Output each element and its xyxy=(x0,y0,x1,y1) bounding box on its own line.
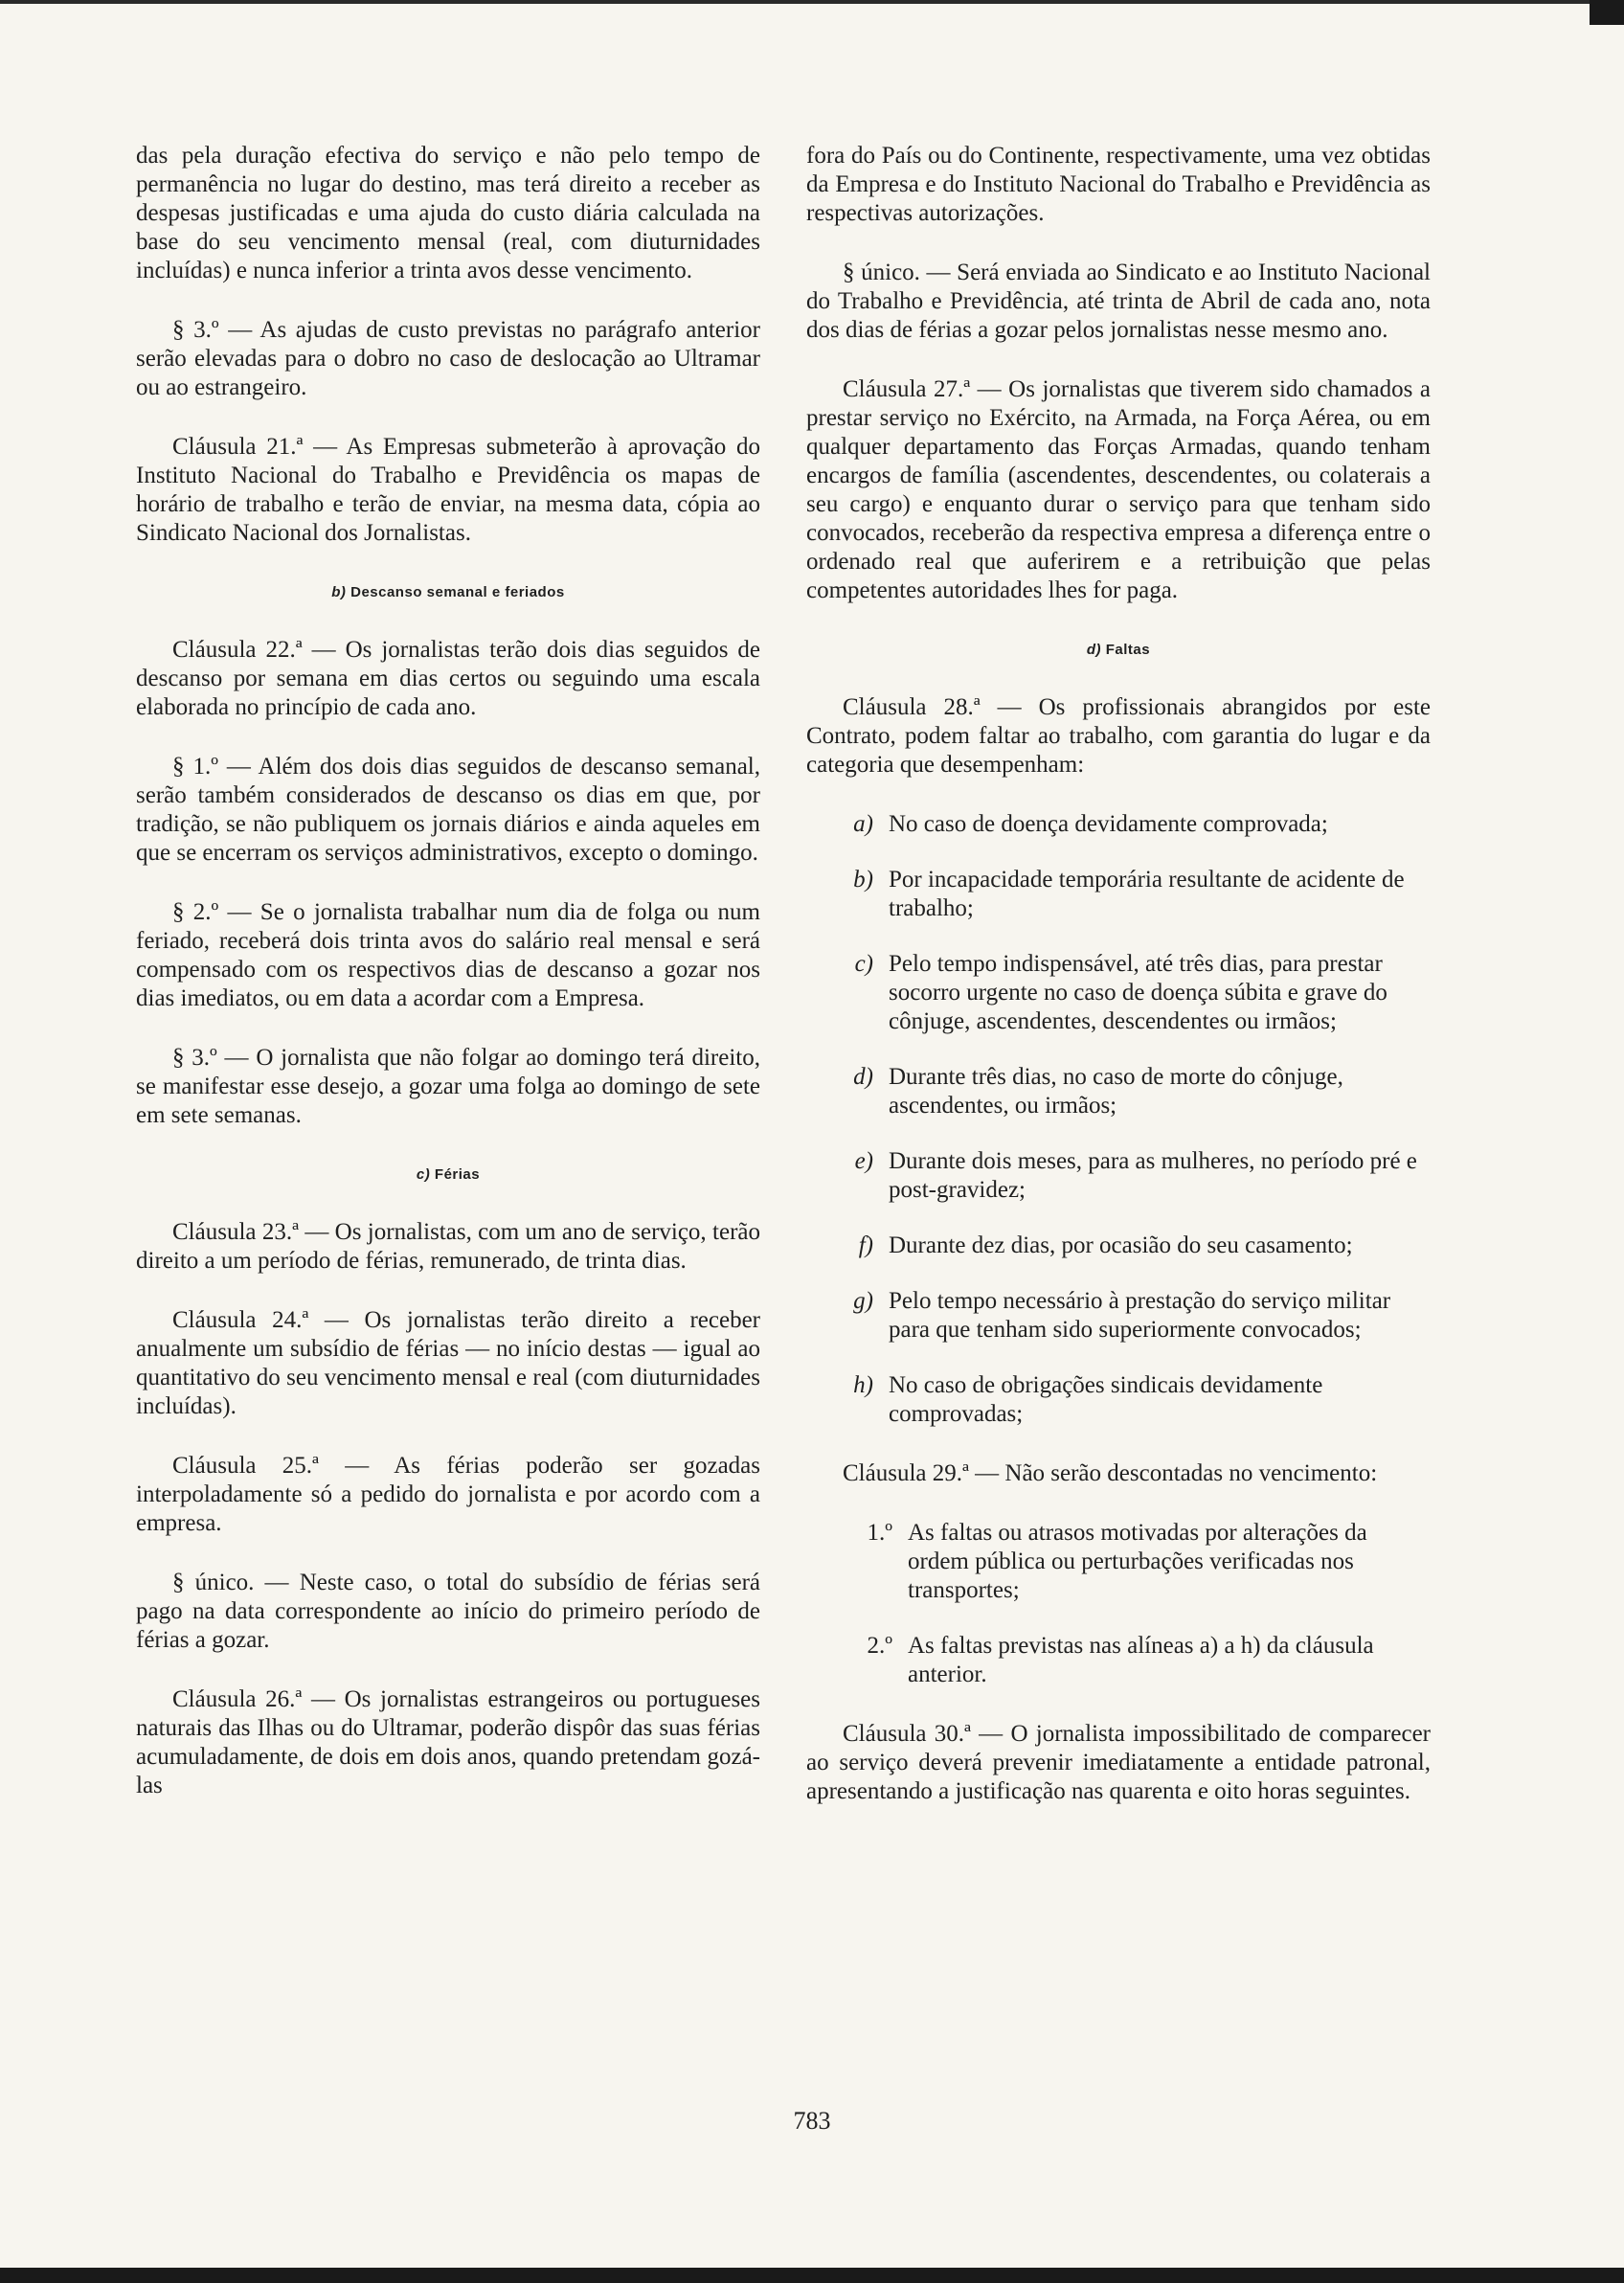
list-marker: a) xyxy=(853,811,873,837)
list-text: Durante três dias, no caso de morte do cônjuge, ascendentes, ou irmãos; xyxy=(889,1064,1343,1119)
list-text: No caso de obrigações sindicais devidamente comprovadas; xyxy=(889,1372,1323,1427)
list-marker: e) xyxy=(854,1148,873,1174)
list-marker: b) xyxy=(853,867,873,893)
clause-26: Cláusula 26.ª — Os jornalistas estrangeiros ou portugueses naturais das Ilhas ou do Ultramar, poderão dispôr das suas férias acumuladamente, de dois em dois anos, quando pretendam gozá-las xyxy=(136,1686,760,1798)
list-item xyxy=(806,1147,1431,1205)
section-heading-b xyxy=(136,578,760,607)
list-text: Por incapacidade temporária resultante de acidente de trabalho; xyxy=(889,867,1405,921)
clause-27: Cláusula 27.ª — Os jornalistas que tiverem sido chamados a prestar serviço no Exército, na Armada, na Força Aérea, ou em qualquer departamento das Forças Armadas, quando tenham encargos de família (ascendentes, descendentes, ou colaterais a seu cargo) e enquanto durar o serviço para que tenham sido convocados, receberão da respectiva empresa a diferença entre o ordenado real que auferirem e a retribuição que pelas competentes autoridades lhes for paga. xyxy=(806,376,1431,603)
list-marker: f) xyxy=(858,1232,873,1258)
list-item xyxy=(806,1371,1431,1429)
clause-28: Cláusula 28.ª — Os profissionais abrangidos por este Contrato, podem faltar ao trabalho, com garantia do lugar e da categoria que desempenham: xyxy=(806,694,1431,778)
list-item xyxy=(806,1632,1431,1689)
list-item xyxy=(806,1232,1431,1260)
list-marker: c) xyxy=(854,951,873,977)
paragraph: § 2.º — Se o jornalista trabalhar num dia de folga ou num feriado, receberá dois trinta avos do salário real mensal e será compensado com os respectivos dias de descanso a gozar nos dias imediatos, ou em data a acordar com a Empresa. xyxy=(136,899,760,1011)
left-column xyxy=(136,142,760,1831)
section-letter: b) xyxy=(331,584,347,600)
section-title: Faltas xyxy=(1105,642,1151,658)
list-text: As faltas ou atrasos motivadas por alterações da ordem pública ou perturbações verificadas nos transportes; xyxy=(908,1520,1367,1603)
list-item xyxy=(806,1519,1431,1605)
list-text: Durante dez dias, por ocasião do seu casamento; xyxy=(889,1232,1353,1258)
paragraph: fora do País ou do Continente, respectivamente, uma vez obtidas da Empresa e do Instituto Nacional do Trabalho e Previdência as respectivas autorizações. xyxy=(806,143,1431,226)
page-number: 783 xyxy=(793,2107,831,2135)
clause-29: Cláusula 29.ª — Não serão descontadas no vencimento: xyxy=(843,1460,1378,1486)
section-heading-d xyxy=(806,636,1431,665)
page-edge-bottom xyxy=(0,2268,1624,2283)
paragraph: § 3.º — O jornalista que não folgar ao domingo terá direito, se manifestar esse desejo, a gozar uma folga ao domingo de sete em sete semanas. xyxy=(136,1045,760,1128)
list-marker: 2.º xyxy=(867,1633,892,1659)
clause-24: Cláusula 24.ª — Os jornalistas terão direito a receber anualmente um subsídio de férias — no início destas — igual ao quantitativo do seu vencimento mensal e real (com diuturnidades incluídas). xyxy=(136,1307,760,1419)
list-marker: d) xyxy=(853,1064,873,1090)
section-title: Descanso semanal e feriados xyxy=(350,584,565,600)
list-text: No caso de doença devidamente comprovada; xyxy=(889,811,1328,837)
list-marker: h) xyxy=(853,1372,873,1398)
list-item xyxy=(806,1063,1431,1120)
clause-25: Cláusula 25.ª — As férias poderão ser gozadas interpoladamente só a pedido do jornalista e por acordo com a empresa. xyxy=(136,1453,760,1536)
page-edge-top xyxy=(0,0,1624,4)
list-text: Pelo tempo necessário à prestação do serviço militar para que tenham sido superiormente convocados; xyxy=(889,1288,1391,1343)
list-item xyxy=(806,950,1431,1036)
list-item xyxy=(806,866,1431,923)
section-letter: d) xyxy=(1086,642,1102,658)
paragraph: § único. — Neste caso, o total do subsídio de férias será pago na data correspondente ao início do primeiro período de férias a gozar. xyxy=(136,1570,760,1653)
list-marker: g) xyxy=(853,1288,873,1314)
clause-30: Cláusula 30.ª — O jornalista impossibilitado de comparecer ao serviço deverá prevenir imediatamente a entidade patronal, apresentando a justificação nas quarenta e oito horas seguintes. xyxy=(806,1721,1431,1804)
scan-corner-mark xyxy=(1590,0,1624,25)
list-text: Durante dois meses, para as mulheres, no período pré e post-gravidez; xyxy=(889,1148,1417,1203)
descontos-list xyxy=(806,1519,1431,1689)
section-letter: c) xyxy=(416,1166,431,1183)
paragraph: § 1.º — Além dos dois dias seguidos de descanso semanal, serão também considerados de descanso os dias em que, por tradição, se não publiquem os jornais diários e ainda aqueles em que se encerram os serviços administrativos, excepto o domingo. xyxy=(136,754,760,866)
paragraph: § único. — Será enviada ao Sindicato e ao Instituto Nacional do Trabalho e Previdência, até trinta de Abril de cada ano, nota dos dias de férias a gozar pelos jornalistas nesse mesmo ano. xyxy=(806,260,1431,343)
faltas-list xyxy=(806,810,1431,1429)
list-item xyxy=(806,810,1431,839)
paragraph: § 3.º — As ajudas de custo previstas no parágrafo anterior serão elevadas para o dobro no caso de deslocação ao Ultramar ou ao estrangeiro. xyxy=(136,317,760,400)
section-heading-c xyxy=(136,1161,760,1189)
list-text: Pelo tempo indispensável, até três dias, para prestar socorro urgente no caso de doença súbita e grave do cônjuge, ascendentes, descendentes ou irmãos; xyxy=(889,951,1387,1034)
clause-21: Cláusula 21.ª — As Empresas submeterão à aprovação do Instituto Nacional do Trabalho e Previdência os mapas de horário de trabalho e terão de enviar, na mesma data, cópia ao Sindicato Nacional dos Jornalistas. xyxy=(136,434,760,546)
list-item xyxy=(806,1287,1431,1345)
clause-22: Cláusula 22.ª — Os jornalistas terão dois dias seguidos de descanso por semana em dias certos ou seguindo uma escala elaborada no princípio de cada ano. xyxy=(136,637,760,720)
paragraph: das pela duração efectiva do serviço e não pelo tempo de permanência no lugar do destino, mas terá direito a receber as despesas justificadas e uma ajuda do custo diária calculada na base do seu vencimento mensal (real, com diuturnidades incluídas) e nunca inferior a trinta avos desse vencimento. xyxy=(136,143,760,283)
right-column xyxy=(806,142,1431,1837)
clause-23: Cláusula 23.ª — Os jornalistas, com um ano de serviço, terão direito a um período de férias, remunerado, de trinta dias. xyxy=(136,1219,760,1274)
list-text: As faltas previstas nas alíneas a) a h) da cláusula anterior. xyxy=(908,1633,1374,1687)
section-title: Férias xyxy=(434,1166,481,1183)
list-marker: 1.º xyxy=(867,1520,892,1546)
